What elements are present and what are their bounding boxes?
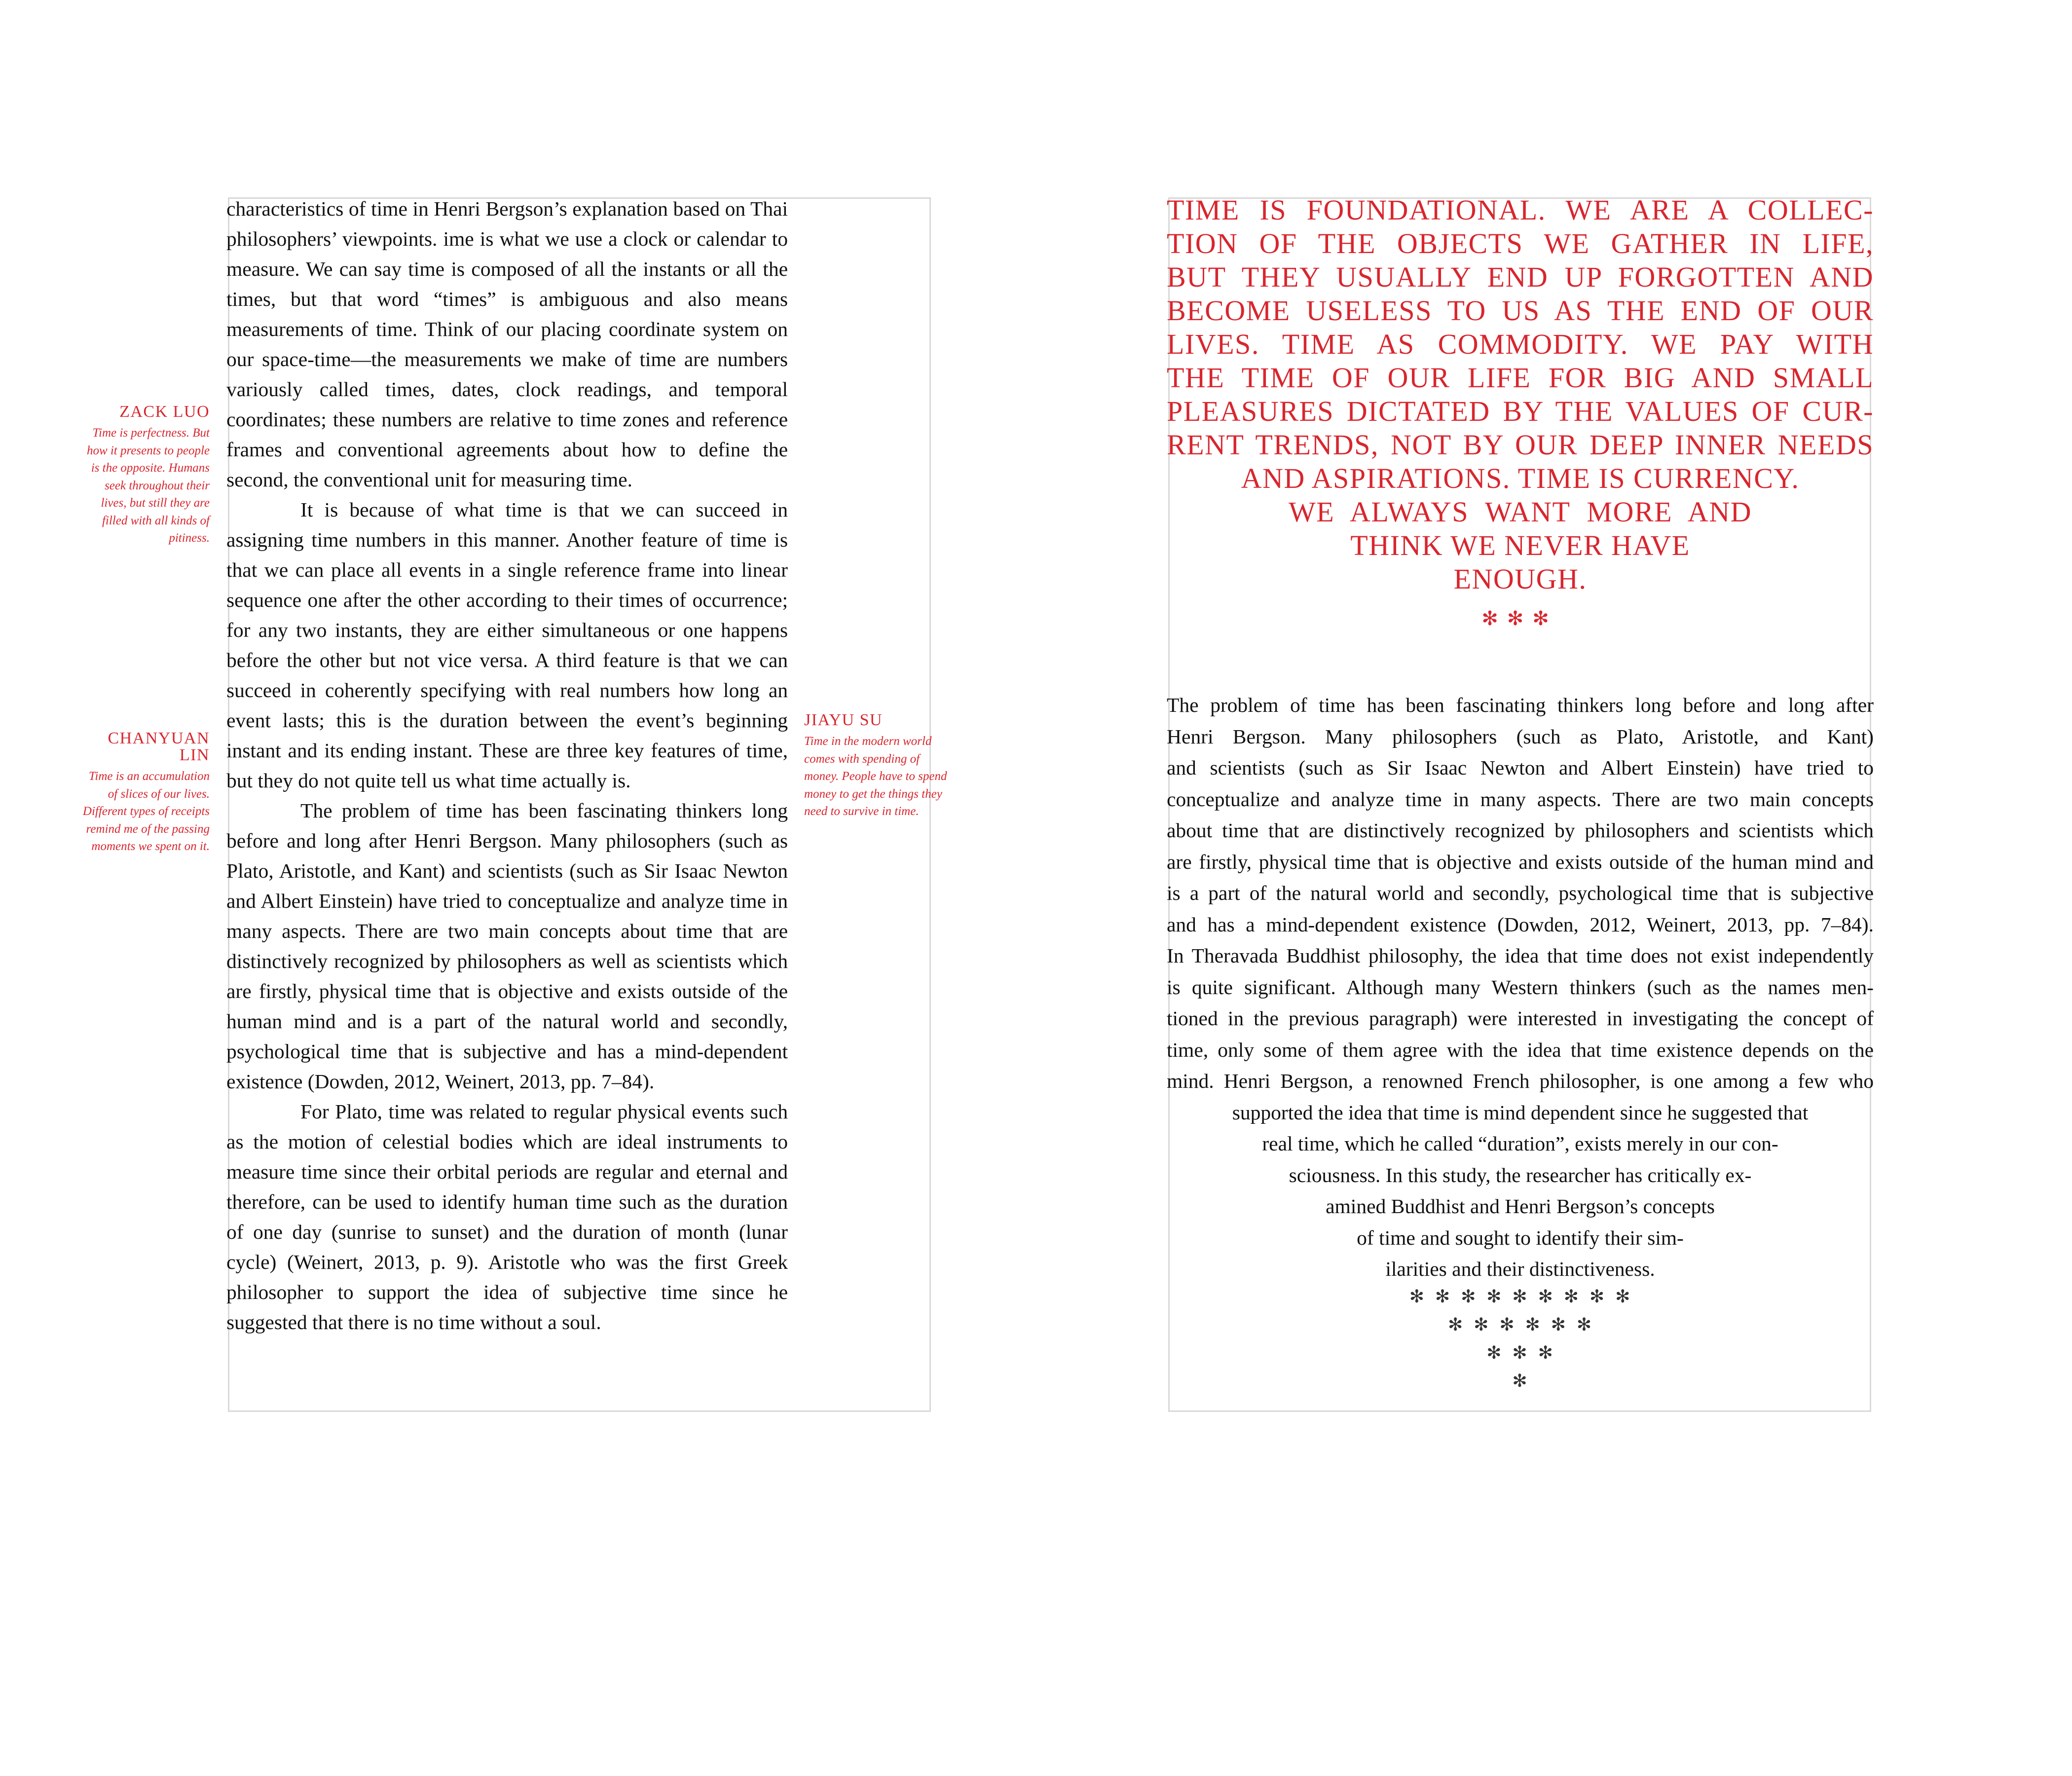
heading-line: THINK WE NEVER HAVE bbox=[1350, 529, 1690, 561]
heading-line: LIVES. TIME AS COMMODITY. WE PAY WITH bbox=[1167, 328, 1874, 360]
body-line: are firstly, physical time that is objective and exists outside of the human mind and bbox=[1167, 850, 1874, 873]
heading-line: RENT TRENDS, NOT BY OUR DEEP INNER NEEDS bbox=[1167, 429, 1874, 461]
body-line: time, only some of them agree with the idea that time existence depends on the bbox=[1167, 1038, 1874, 1061]
right-page-heading bbox=[1167, 193, 1874, 596]
heading-line: AND ASPIRATIONS. TIME IS CURRENCY. bbox=[1241, 462, 1800, 494]
star-row: ✻✻✻ bbox=[1486, 1343, 1564, 1363]
body-line: tioned in the previous paragraph) were interested in investigating the concept of bbox=[1167, 1007, 1874, 1030]
heading-line: PLEASURES DICTATED BY THE VALUES OF CUR- bbox=[1167, 395, 1874, 427]
paragraph: The problem of time has been fascinating thinkers long before and long after Henri Bergson. Many philosophers (such as Plato, Aristotle, and Kant) and scientists (such as Sir Isaac Newton and Albert Einstein) have tried to conceptualize and analyze time in many aspects. There are two main concepts about time that are distinctively recognized by philosophers as well as scientists which are firstly, physical time that is objective and exists outside of the human mind and is a part of the natural world and secondly, psychological time that is subjective and has a mind-dependent existence (Dowden, 2012, Weinert, 2013, pp. 7–84). bbox=[226, 799, 788, 1093]
margin-note-zack-luo bbox=[84, 404, 210, 547]
asterism-triangle bbox=[1168, 1283, 1871, 1395]
star-row: ✻ bbox=[1512, 1371, 1538, 1391]
note-author: JIAYU SU bbox=[804, 711, 883, 729]
left-page-body bbox=[226, 194, 788, 1337]
paragraph: characteristics of time in Henri Bergson’s explanation based on Thai philosophers’ viewpoints. ime is what we use a clock or calendar to measure. We can say time is composed of all the instants or all the times, but that word “times” is ambiguous and also means measurements of time. Think of our placing coordinate system on our space-time—the measurements we make of time are numbers variously called times, dates, clock readings, and temporal coordinates; these numbers are relative to time zones and reference frames and conventional agreements about how to define the second, the conventional unit for measuring time. bbox=[226, 197, 788, 491]
body-line: In Theravada Buddhist philosophy, the idea that time does not exist independently bbox=[1167, 944, 1874, 967]
margin-note-jiayu-su bbox=[804, 712, 952, 820]
paragraph: For Plato, time was related to regular physical events such as the motion of celestial bodies which are ideal instruments to measure time since their orbital periods are regular and eternal and therefore, can be used to identify human time such as the duration of one day (sunrise to sunset) and the duration of month (lunar cycle) (Weinert, 2013, p. 9). Aristotle who was the first Greek philosopher to support the idea of subjective time since he suggested that there is no time without a soul. bbox=[226, 1100, 788, 1333]
body-line: real time, which he called “duration”, exists merely in our con- bbox=[1262, 1132, 1778, 1155]
body-line: and has a mind-dependent existence (Dowden, 2012, Weinert, 2013, pp. 7–84). bbox=[1167, 913, 1874, 936]
body-line: about time that are distinctively recognized by philosophers and scientists which bbox=[1167, 819, 1874, 842]
margin-note-chanyuan-lin bbox=[76, 730, 210, 855]
asterism-divider: ✻✻✻ bbox=[1481, 607, 1558, 629]
paragraph: It is because of what time is that we can succeed in assigning time numbers in this manner. Another feature of time is that we can place all events in a single reference frame into linear sequence one after the other according to their times of occurrence; for any two instants, they are either simultaneous or one happens before the other but not vice versa. A third feature is that we can succeed in coherently specifying with real numbers how long an event lasts; this is the duration between the event’s beginning instant and its ending instant. These are three key features of time, but they do not quite tell us what time actually is. bbox=[226, 498, 788, 792]
heading-line: TIME IS FOUNDATIONAL. WE ARE A COLLEC- bbox=[1167, 194, 1874, 226]
body-line: ilarities and their distinctiveness. bbox=[1385, 1258, 1655, 1280]
note-author: CHANYUAN LIN bbox=[108, 729, 210, 764]
body-line: Henri Bergson. Many philosophers (such as Plato, Aristotle, and Kant) bbox=[1167, 725, 1874, 748]
body-line: sciousness. In this study, the researcher has critically ex- bbox=[1289, 1163, 1752, 1186]
body-line: The problem of time has been fascinating thinkers long before and long after bbox=[1167, 694, 1874, 716]
right-page-body bbox=[1167, 690, 1874, 1285]
heading-line: TION OF THE OBJECTS WE GATHER IN LIFE, bbox=[1167, 227, 1874, 259]
heading-line: BECOME USELESS TO US AS THE END OF OUR bbox=[1167, 295, 1874, 327]
body-line: conceptualize and analyze time in many aspects. There are two main concepts bbox=[1167, 787, 1874, 811]
heading-line: ENOUGH. bbox=[1453, 563, 1587, 595]
heading-line: WE ALWAYS WANT MORE AND bbox=[1289, 496, 1752, 528]
heading-line: BUT THEY USUALLY END UP FORGOTTEN AND bbox=[1167, 261, 1874, 293]
body-line: mind. Henri Bergson, a renowned French philosopher, is one among a few who bbox=[1167, 1070, 1874, 1092]
star-row: ✻✻✻✻✻✻ bbox=[1448, 1315, 1602, 1334]
star-row: ✻✻✻✻✻✻✻✻✻ bbox=[1409, 1287, 1641, 1306]
heading-line: THE TIME OF OUR LIFE FOR BIG AND SMALL bbox=[1167, 362, 1874, 394]
body-line: supported the idea that time is mind dependent since he suggested that bbox=[1232, 1101, 1809, 1124]
note-quote: Time is an accumulation of slices of our lives. Different types of receipts remind me of the passing moments we spent on it. bbox=[82, 770, 210, 853]
body-line: of time and sought to identify their sim- bbox=[1357, 1226, 1684, 1249]
body-line: amined Buddhist and Henri Bergson’s concepts bbox=[1326, 1195, 1715, 1218]
body-line: and scientists (such as Sir Isaac Newton and Albert Einstein) have tried to bbox=[1167, 756, 1874, 779]
note-quote: Time in the modern world comes with spending of money. People have to spend money to get the things they need to survive in time. bbox=[804, 735, 947, 818]
note-quote: Time is perfectness. But how it presents to people is the opposite. Humans seek throughout their lives, but still they are filled with all kinds of pitiness. bbox=[86, 426, 210, 545]
body-line: is quite significant. Although many Western thinkers (such as the names men- bbox=[1167, 975, 1874, 999]
note-author: ZACK LUO bbox=[119, 403, 210, 421]
body-line: is a part of the natural world and secondly, psychological time that is subjective bbox=[1167, 882, 1874, 904]
